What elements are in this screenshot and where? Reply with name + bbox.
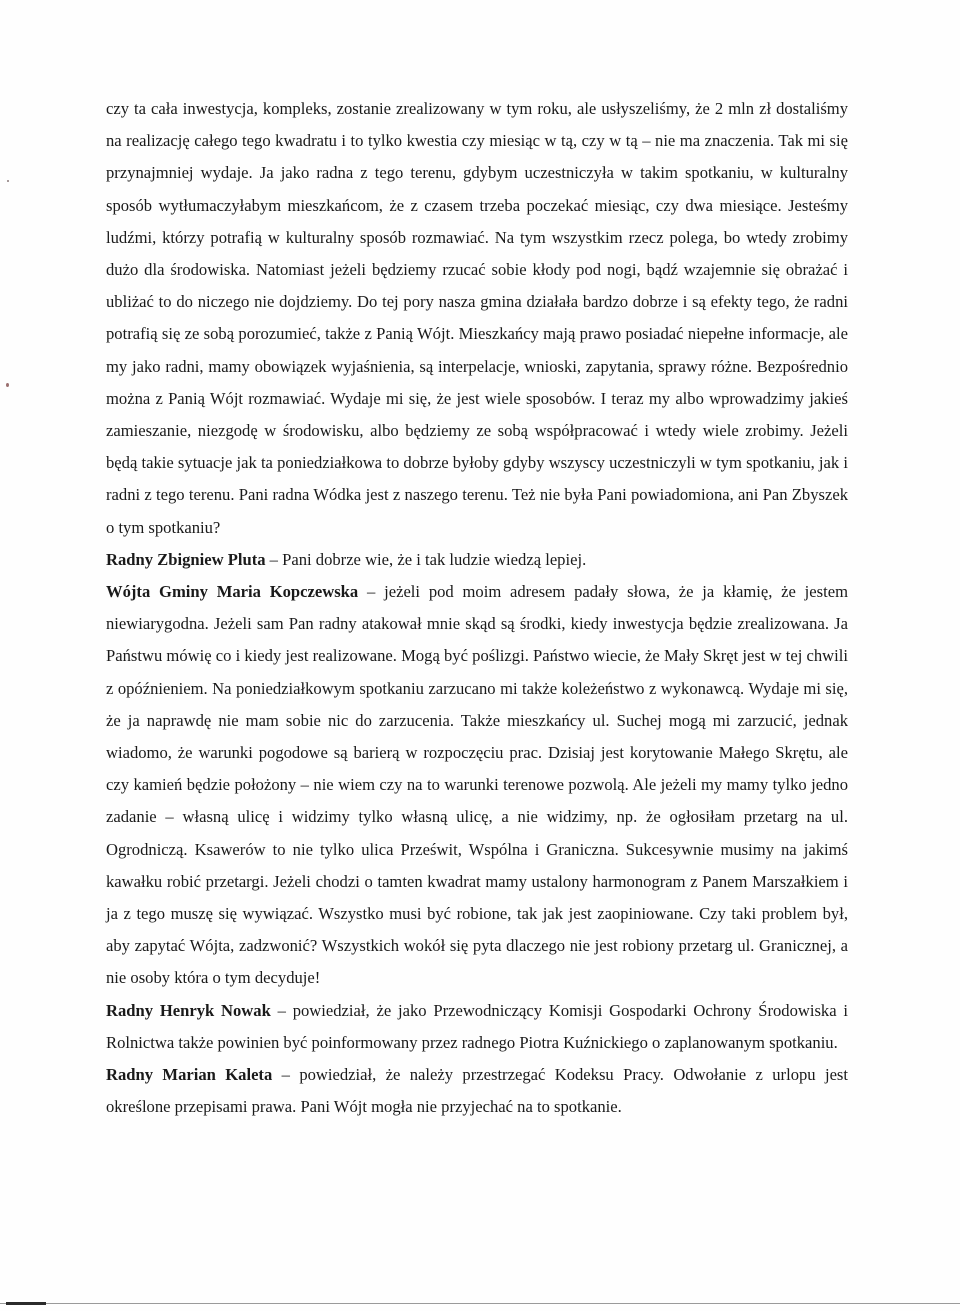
paragraph-5: [106, 1059, 848, 1123]
paragraph-text: – Pani dobrze wie, że i tak ludzie wiedzą lepiej.: [265, 549, 587, 569]
document-page: [106, 93, 848, 1124]
scan-speck: [7, 180, 9, 182]
paragraph-3: [106, 576, 848, 995]
paragraph-text: – powiedział, że należy przestrzegać Kodeksu Pracy. Odwołanie z urlopu jest określone przepisami prawa. Pani Wójt mogła nie przyjechać na to spotkanie.: [106, 1065, 849, 1117]
paragraph-text: – jeżeli pod moim adresem padały słowa, że ja kłamię, że jestem niewiarygodna. Jeżeli sam Pan radny atakował mnie skąd są środki, kiedy inwestycja będzie zrealizowana. Ja Państwu mówię co i kiedy jest realizowane. Mogą być poślizgi. Państwo wiecie, że Mały Skręt jest w tej chwili z opóźnieniem. Na poniedziałkowym spotkaniu zarzucano mi także koleżeństwo z wykonawcą. Wydaje mi się, że ja naprawdę nie mam sobie nic do zarzucenia. Także mieszkańcy ul. Suchej mogą mi zarzucić, jednak wiadomo, że warunki pogodowe są barierą w rozpoczęciu prac. Dzisiaj jest korytowanie Małego Skrętu, ale czy kamień będzie położony – nie wiem czy na to warunki terenowe pozwolą. Ale jeżeli my mamy tylko jedno zadanie – własną ulicę i widzimy tylko własną ulicę, a nie widzimy, np. że ogłosiłam przetarg na ul. Ogrodniczą. Ksawerów to nie tylko ulica Prześwit, Wspólna i Graniczna. Sukcesywnie musimy na jakimś kawałku robić przetargi. Jeżeli chodzi o tamten kwadrat mamy ustalony harmonogram z Panem Marszałkiem i ja z tego muszę się wywiązać. Wszystko musi być robione, tak jak jest zaopiniowane. Czy taki problem był, aby zapytać Wójta, zadzwonić? Wszystkich wokół się pyta dlaczego nie jest robiony przetarg ul. Granicznej, a nie osoby która o tym decyduje!: [106, 582, 849, 988]
speaker-name: Wójta Gminy Maria Kopczewska: [106, 582, 359, 602]
speaker-name: Radny Marian Kaleta: [106, 1065, 273, 1085]
speaker-name: Radny Zbigniew Pluta: [106, 549, 266, 569]
scan-speck: [6, 383, 9, 387]
page-bottom-rule: [0, 1303, 960, 1304]
page-bottom-mark: [6, 1302, 46, 1305]
paragraph-text: – powiedział, że jako Przewodniczący Komisji Gospodarki Ochrony Środowiska i Rolnictwa także powinien być poinformowany przez radnego Piotra Kuźnickiego o zaplanowanym spotkaniu.: [106, 1000, 848, 1052]
speaker-name: Radny Henryk Nowak: [106, 1000, 271, 1020]
paragraph-2: [106, 544, 848, 576]
paragraph-4: [106, 995, 848, 1059]
paragraph-text: czy ta cała inwestycja, kompleks, zostanie zrealizowany w tym roku, ale usłyszeliśmy, że 2 mln zł dostaliśmy na realizację całego tego kwadratu i to tylko kwestia czy miesiąc w tą, czy w tą – nie ma znaczenia. Tak mi się przynajmniej wydaje. Ja jako radna z tego terenu, gdybym uczestniczyła w takim spotkaniu, w kulturalny sposób wytłumaczyłabym mieszkańcom, że z czasem trzeba poczekać miesiąc, czy dwa miesiące. Jesteśmy ludźmi, którzy potrafią w kulturalny sposób rozmawiać. Na tym wszystkim rzecz polega, bo wtedy zrobimy dużo dla środowiska. Natomiast jeżeli będziemy rzucać sobie kłody pod nogi, bądź wzajemnie się obrażać i ubliżać to do niczego nie dojdziemy. Do tej pory nasza gmina działała bardzo dobrze i są efekty tego, że radni potrafią się ze sobą porozumieć, także z Panią Wójt. Mieszkańcy mają prawo posiadać niepełne informacje, ale my jako radni, mamy obowiązek wyjaśnienia, są interpelacje, wnioski, zapytania, sprawy różne. Bezpośrednio można z Panią Wójt rozmawiać. Wydaje mi się, że jest wiele sposobów. I teraz my albo wprowadzimy jakieś zamieszanie, niezgodę w środowisku, albo będziemy ze sobą współpracować i wtedy wiele zrobimy. Jeżeli będą takie sytuacje jak ta poniedziałkowa to dobrze byłoby gdyby wszyscy uczestniczyli w tym spotkaniu, jak i radni z tego terenu. Pani radna Wódka jest z naszego terenu. Też nie była Pani powiadomiona, ani Pan Zbyszek o tym spotkaniu?: [106, 99, 848, 537]
paragraph-1: [106, 93, 848, 544]
